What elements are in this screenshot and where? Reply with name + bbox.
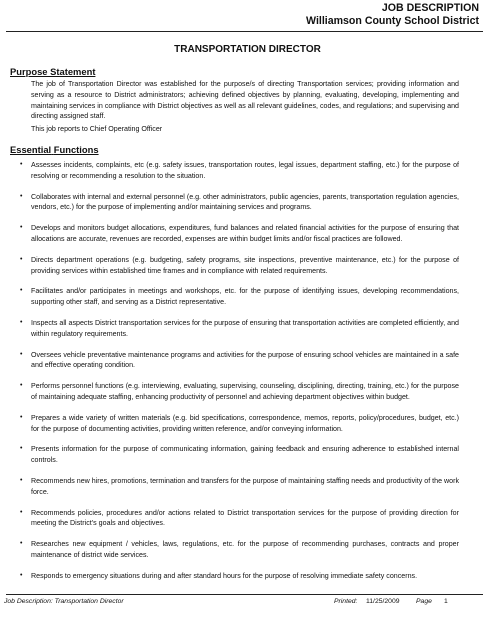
function-item — [12, 476, 459, 498]
heading-part-functions: Functions — [53, 144, 99, 155]
bullet-icon: • — [20, 445, 23, 453]
bullet-icon: • — [20, 571, 23, 579]
function-item — [12, 255, 459, 277]
bullet-icon: • — [20, 192, 23, 200]
purpose-heading: Purpose Statement — [10, 66, 96, 77]
function-item-text: Recommends new hires, promotions, termination and transfers for the purpose of maintaining staffing needs and productivity of the work force. — [31, 476, 459, 496]
page-title: TRANSPORTATION DIRECTOR — [174, 44, 321, 55]
footer-doc-label: Job Description: Transportation Director — [4, 598, 124, 605]
function-item-text: Directs department operations (e.g. budgeting, safety programs, site inspections, preventive maintenance, etc.) for the purpose of providing services within established time frames and in compliance with related requirements. — [31, 255, 459, 275]
function-item — [12, 539, 459, 561]
function-item — [12, 223, 459, 245]
function-item — [12, 413, 459, 435]
function-item-text: Assesses incidents, complaints, etc (e.g. safety issues, transportation routes, legal issues, department staffing, etc.) for the purpose of resolving or recommending a resolution to the situation. — [31, 161, 459, 180]
bullet-icon: • — [20, 382, 23, 390]
heading-part-essential: Essential — [10, 144, 52, 155]
function-item-text: Oversees vehicle preventative maintenance programs and activities for the purpose of ensuring school vehicles are maintained in a safe and effective operating condition. — [31, 350, 459, 370]
organization-name: Williamson County School District — [306, 15, 479, 27]
essential-functions-heading — [10, 144, 99, 155]
function-item-text: Recommends policies, procedures and/or actions related to District transportation services for the purpose of providing direction for meeting the District’s goals and objectives. — [31, 508, 459, 528]
header-rule — [6, 31, 483, 32]
bullet-icon: • — [20, 161, 23, 168]
function-item-text: Responds to emergency situations during and after standard hours for the purpose of resolving immediate safety concerns. — [31, 571, 418, 580]
function-item-text: Presents information for the purpose of communicating information, gaining feedback and ensuring adherence to established internal controls. — [31, 445, 459, 465]
purpose-text: The job of Transportation Director was established for the purpose/s of directing Transportation services; providing information and serving as a resource to District administrators; achieving defined objectives by planning, evaluating, developing, implementing and maintaining services in compliance with District objectives as well as all relevant guidelines, codes, and regulations; and supervising and directing assigned staff. — [31, 80, 459, 121]
bullet-icon: • — [20, 287, 23, 295]
function-item — [12, 350, 459, 372]
footer-page-label: Page — [416, 598, 432, 605]
function-item-text: Facilitates and/or participates in meetings and workshops, etc. for the purpose of identifying issues, developing recommendations, supporting other staff, and serving as a District representative. — [31, 287, 459, 307]
bullet-icon: • — [20, 413, 23, 421]
footer-printed-label: Printed: — [334, 598, 358, 605]
bullet-icon: • — [20, 350, 23, 358]
function-item-text: Performs personnel functions (e.g. interviewing, evaluating, supervising, counseling, disciplining, directing, training, etc.) for the purpose of maintaining adequate staffing, enhancing productivity of personnel and achieving department objectives within budget. — [31, 382, 459, 401]
function-item-text: Prepares a wide variety of written materials (e.g. bid specifications, correspondence, memos, reports, policy/procedures, budget, etc.) for the purpose of documenting activities, providing written reference, and/or conveying information. — [31, 413, 459, 433]
bullet-icon: • — [20, 318, 23, 326]
reports-to-text: This job reports to Chief Operating Officer — [31, 125, 163, 133]
document-header — [306, 2, 479, 28]
bullet-icon: • — [20, 476, 23, 484]
function-item — [12, 571, 459, 582]
footer-page-number: 1 — [444, 598, 448, 605]
bullet-icon: • — [20, 540, 23, 548]
function-item-text: Inspects all aspects District transportation services for the purpose of ensuring that transportation activities are completed efficiently, and within regulatory requirements. — [31, 318, 459, 338]
footer-printed-date: 11/25/2009 — [366, 598, 400, 605]
essential-functions-list — [12, 160, 459, 592]
function-item — [12, 160, 459, 182]
function-item-text: Collaborates with internal and external personnel (e.g. other administrators, public agencies, parents, transportation regulation agencies, vendors, etc.) for the purpose of implementing and/or maintaining services and programs. — [31, 192, 459, 212]
doc-type: JOB DESCRIPTION — [381, 2, 479, 14]
bullet-icon: • — [20, 508, 23, 516]
function-item-text: Develops and monitors budget allocations, expenditures, fund balances and related financial activities for the purpose of ensuring that allocations are accurate, revenues are recorded, expenses are within budget limits and/or fiscal practices are followed. — [31, 224, 459, 243]
bullet-icon: • — [20, 224, 23, 232]
function-item — [12, 508, 459, 530]
function-item — [12, 192, 459, 214]
function-item — [12, 381, 459, 403]
footer-rule — [6, 594, 483, 595]
function-item-text: Researches new equipment / vehicles, laws, regulations, etc. for the purpose of recommending purchases, contracts and proper maintenance of district wide services. — [31, 540, 459, 559]
bullet-icon: • — [20, 255, 23, 263]
function-item — [12, 318, 459, 340]
function-item — [12, 286, 459, 308]
function-item — [12, 444, 459, 466]
